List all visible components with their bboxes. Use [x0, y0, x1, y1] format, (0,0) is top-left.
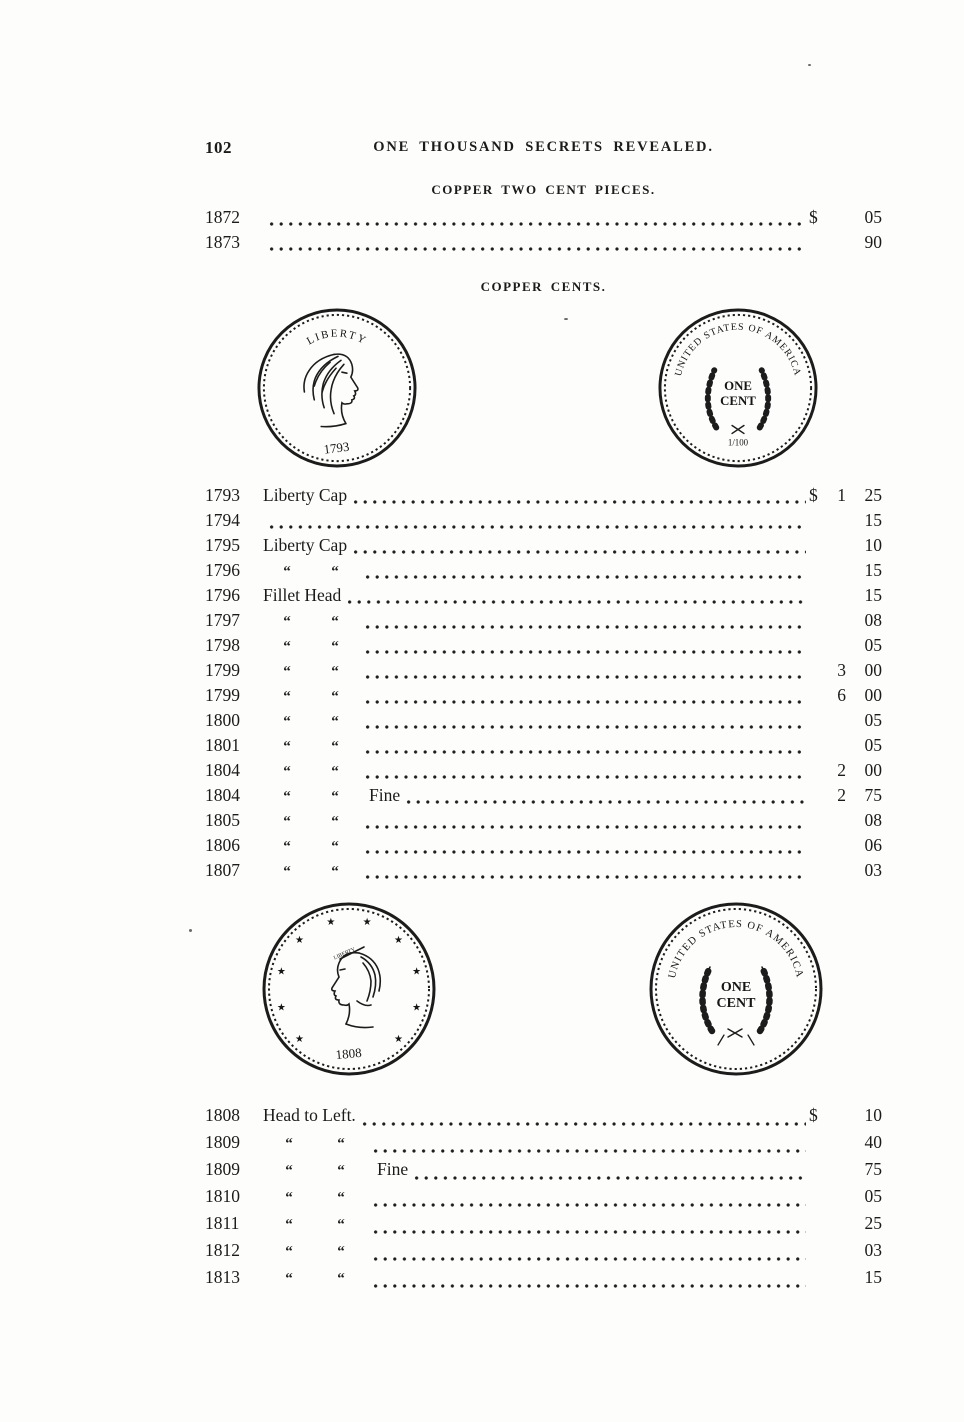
ditto-mark: “ — [331, 689, 339, 705]
year-label: 1805 — [205, 810, 240, 830]
price-cents: 15 — [864, 560, 882, 580]
year-label: 1811 — [205, 1213, 240, 1233]
year-label: 1807 — [205, 860, 240, 880]
price-cents: 75 — [864, 1159, 882, 1179]
price-cents: 10 — [864, 1105, 882, 1125]
year-label: 1799 — [205, 685, 240, 705]
dot-leader — [373, 1229, 806, 1235]
ditto-mark: “ — [331, 789, 339, 805]
page-content — [205, 138, 882, 1294]
ditto-mark: “ — [285, 1136, 293, 1152]
ditto-mark: “ — [283, 639, 291, 655]
price-row — [205, 635, 882, 660]
dot-leader — [365, 774, 806, 780]
price-row — [205, 785, 882, 810]
ditto-mark: “ — [331, 714, 339, 730]
dot-leader — [353, 499, 806, 505]
price-row — [205, 810, 882, 835]
dot-leader — [269, 524, 806, 530]
dot-leader — [373, 1283, 806, 1289]
price-row — [205, 535, 882, 560]
svg-text:★: ★ — [295, 934, 304, 946]
svg-text:★: ★ — [394, 1034, 403, 1045]
price-row — [205, 710, 882, 735]
dot-leader — [373, 1148, 806, 1154]
coin-description: Fillet Head — [263, 585, 342, 605]
running-title: ONE THOUSAND SECRETS REVEALED. — [373, 139, 714, 155]
coin-illustrations-1793 — [205, 307, 882, 469]
dot-leader — [365, 674, 806, 680]
coin-legend-liberty: LIBERTY — [304, 327, 370, 348]
year-label: 1793 — [205, 485, 240, 505]
coin-denomination-cent: CENT — [716, 996, 756, 1011]
coin-legend-united-states: UNITED STATES OF AMERICA — [672, 321, 804, 378]
coin-date-1793: 1793 — [322, 439, 351, 457]
ditto-mark: “ — [283, 564, 291, 580]
price-row — [205, 1240, 882, 1267]
ditto-mark: “ — [331, 839, 339, 855]
ditto-mark: “ — [283, 764, 291, 780]
ditto-mark: “ — [285, 1217, 293, 1233]
price-cents: 10 — [864, 535, 882, 555]
ditto-mark: “ — [283, 664, 291, 680]
svg-text:★: ★ — [276, 966, 286, 978]
ditto-mark: “ — [285, 1190, 293, 1206]
currency-sign: $ — [809, 485, 818, 505]
year-label: 1873 — [205, 232, 240, 252]
section-title-copper-two-cent: COPPER TWO CENT PIECES. — [431, 182, 656, 197]
svg-text:★: ★ — [394, 934, 403, 946]
currency-sign: $ — [809, 1105, 818, 1125]
ditto-mark: “ — [337, 1136, 345, 1152]
page-number: 102 — [205, 138, 232, 157]
price-dollars: 6 — [837, 685, 846, 705]
condition-note: Fine — [369, 785, 401, 805]
price-row — [205, 1213, 882, 1240]
ditto-mark: “ — [283, 864, 291, 880]
svg-text:LIBERTY — [305, 328, 369, 348]
price-dollars: 1 — [837, 485, 846, 505]
dot-leader — [365, 699, 806, 705]
year-label: 1794 — [205, 510, 240, 530]
ditto-mark: “ — [285, 1244, 293, 1260]
price-row — [205, 1132, 882, 1159]
dot-leader — [365, 649, 806, 655]
price-cents: 08 — [864, 610, 882, 630]
coin-legend-united-states: UNITED STATES OF AMERICA — [666, 918, 806, 980]
year-label: 1801 — [205, 735, 240, 755]
coin-date-1808: 1808 — [335, 1044, 363, 1063]
dot-leader — [365, 874, 806, 880]
currency-sign: $ — [809, 207, 818, 227]
coin-one-cent-reverse-large-illustration — [648, 901, 824, 1077]
price-row — [205, 835, 882, 860]
ditto-mark: “ — [283, 814, 291, 830]
price-cents: 05 — [864, 710, 882, 730]
price-row — [205, 685, 882, 710]
coin-1793-obverse-illustration — [256, 307, 418, 469]
price-cents: 03 — [864, 860, 882, 880]
price-cents: 25 — [864, 1213, 882, 1233]
price-cents: 75 — [864, 785, 882, 805]
price-cents: 15 — [864, 1267, 882, 1287]
ditto-mark: “ — [331, 614, 339, 630]
ditto-mark: “ — [285, 1163, 293, 1179]
year-label: 1797 — [205, 610, 240, 630]
dot-leader — [353, 549, 806, 555]
ditto-mark: “ — [337, 1163, 345, 1179]
year-label: 1806 — [205, 835, 240, 855]
section-title-copper-cents: COPPER CENTS. — [480, 279, 607, 294]
dot-leader — [365, 624, 806, 630]
price-cents: 00 — [864, 760, 882, 780]
ditto-mark: “ — [331, 814, 339, 830]
coin-description: Liberty Cap — [263, 485, 348, 505]
year-label: 1810 — [205, 1186, 240, 1206]
price-list-two-cent — [205, 207, 882, 257]
price-row — [205, 510, 882, 535]
scan-speck — [808, 64, 811, 66]
price-row — [205, 560, 882, 585]
ditto-mark: “ — [283, 689, 291, 705]
ditto-mark: “ — [331, 739, 339, 755]
ditto-mark: “ — [283, 614, 291, 630]
price-cents: 40 — [864, 1132, 882, 1152]
price-cents: 05 — [864, 735, 882, 755]
dot-leader — [269, 221, 806, 227]
coin-description: Liberty Cap — [263, 535, 348, 555]
coin-description: Head to Left. — [263, 1105, 356, 1125]
ditto-mark: “ — [283, 739, 291, 755]
svg-text:★: ★ — [276, 1002, 286, 1014]
price-list-head-to-left — [205, 1105, 882, 1294]
svg-text:★: ★ — [295, 1034, 304, 1045]
dot-leader — [269, 246, 806, 252]
ditto-mark: “ — [331, 639, 339, 655]
price-row — [205, 1267, 882, 1294]
year-label: 1804 — [205, 760, 240, 780]
price-row — [205, 585, 882, 610]
liberty-head-right-illustration — [304, 354, 358, 427]
year-label: 1808 — [205, 1105, 240, 1125]
year-label: 1796 — [205, 560, 240, 580]
ditto-mark: “ — [337, 1244, 345, 1260]
year-label: 1798 — [205, 635, 240, 655]
price-row — [205, 207, 882, 232]
year-label: 1812 — [205, 1240, 240, 1260]
dot-leader — [365, 574, 806, 580]
dot-leader — [406, 799, 806, 805]
ditto-mark: “ — [331, 864, 339, 880]
coin-denomination-one: ONE — [720, 980, 752, 995]
coin-fraction: 1/100 — [727, 437, 749, 448]
ditto-mark: “ — [285, 1271, 293, 1287]
ditto-mark: “ — [337, 1217, 345, 1233]
price-list-copper-cents — [205, 485, 882, 885]
price-cents: 00 — [864, 660, 882, 680]
price-cents: 05 — [864, 1186, 882, 1206]
price-row — [205, 660, 882, 685]
price-dollars: 2 — [837, 785, 846, 805]
dot-leader — [347, 599, 806, 605]
year-label: 1804 — [205, 785, 240, 805]
year-label: 1872 — [205, 207, 240, 227]
price-cents: 15 — [864, 510, 882, 530]
scan-speck — [189, 929, 192, 932]
ditto-mark: “ — [337, 1190, 345, 1206]
svg-text:★: ★ — [412, 966, 422, 978]
price-row — [205, 610, 882, 635]
dot-leader — [414, 1175, 806, 1181]
price-cents: 08 — [864, 810, 882, 830]
dot-leader — [373, 1202, 806, 1208]
price-cents: 15 — [864, 585, 882, 605]
dot-leader — [365, 849, 806, 855]
price-cents: 90 — [864, 232, 882, 252]
dot-leader — [365, 824, 806, 830]
ditto-mark: “ — [331, 564, 339, 580]
ditto-mark: “ — [337, 1271, 345, 1287]
ditto-mark: “ — [331, 664, 339, 680]
price-dollars: 3 — [837, 660, 846, 680]
ditto-mark: “ — [331, 764, 339, 780]
svg-text:★: ★ — [412, 1002, 422, 1014]
price-row — [205, 232, 882, 257]
svg-text:★: ★ — [362, 916, 372, 928]
dot-leader — [373, 1256, 806, 1262]
price-cents: 05 — [864, 635, 882, 655]
svg-text:★: ★ — [326, 916, 336, 928]
condition-note: Fine — [377, 1159, 409, 1179]
price-row — [205, 1186, 882, 1213]
price-cents: 03 — [864, 1240, 882, 1260]
coin-one-cent-reverse-illustration — [657, 307, 819, 469]
year-label: 1809 — [205, 1159, 240, 1179]
ditto-mark: “ — [283, 714, 291, 730]
year-label: 1799 — [205, 660, 240, 680]
price-cents: 05 — [864, 207, 882, 227]
price-cents: 00 — [864, 685, 882, 705]
coin-illustrations-1808 — [205, 901, 882, 1077]
coin-denomination-one: ONE — [724, 378, 752, 393]
year-label: 1795 — [205, 535, 240, 555]
dot-leader — [365, 724, 806, 730]
running-head — [205, 138, 882, 160]
ditto-mark: “ — [283, 789, 291, 805]
price-cents: 25 — [864, 485, 882, 505]
coin-1808-obverse-illustration — [261, 901, 437, 1077]
price-row — [205, 735, 882, 760]
dot-leader — [362, 1121, 806, 1127]
price-row — [205, 760, 882, 785]
year-label: 1796 — [205, 585, 240, 605]
coin-denomination-cent: CENT — [720, 393, 756, 408]
year-label: 1813 — [205, 1267, 240, 1287]
price-row — [205, 1159, 882, 1186]
svg-text:UNITED STATES OF AMERICA — [667, 919, 805, 980]
price-dollars: 2 — [837, 760, 846, 780]
coin-headband-liberty: LIBERTY — [332, 946, 357, 962]
year-label: 1800 — [205, 710, 240, 730]
price-row — [205, 1105, 882, 1132]
price-row — [205, 860, 882, 885]
dot-leader — [365, 749, 806, 755]
year-label: 1809 — [205, 1132, 240, 1152]
price-cents: 06 — [864, 835, 882, 855]
ditto-mark: “ — [283, 839, 291, 855]
price-row — [205, 485, 882, 510]
